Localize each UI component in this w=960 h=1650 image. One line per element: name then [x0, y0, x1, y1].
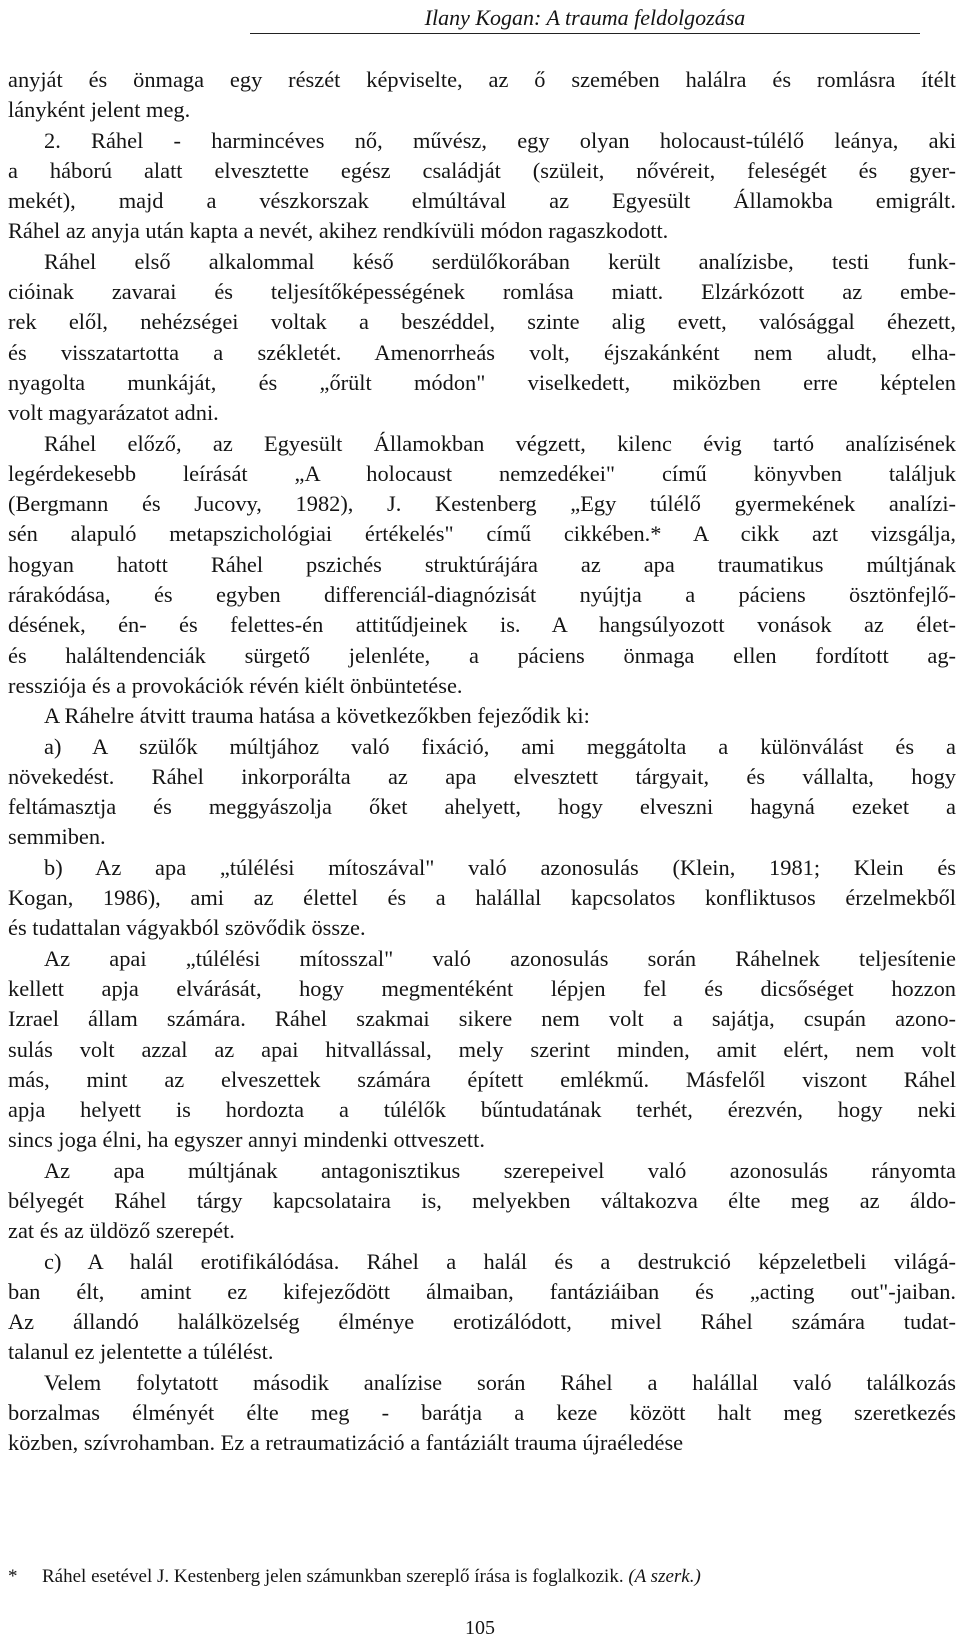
text-line: volt magyarázatot adni.: [8, 400, 219, 426]
text-line: Kogan, 1986), ami az élettel és a halállal kapcsolatos konfliktusos érzelmekből: [8, 885, 956, 911]
footnote-text: Ráhel esetével J. Kestenberg jelen számunkban szereplő írása is foglalkozik.: [42, 1566, 624, 1587]
text-line: közben, szívrohamban. Ez a retraumatizáció a fantáziált trauma újraéledése: [8, 1430, 684, 1456]
text-line: rek elől, nehézségei voltak a beszéddel, szinte alig evett, valósággal éhezett,: [8, 309, 956, 335]
text-line: semmiben.: [8, 824, 106, 850]
text-line: legérdekesebb leírását „A holocaust nemzedékei" című könyvben találjuk: [8, 460, 956, 486]
text-line: növekedést. Ráhel inkorporálta az apa elvesztett tárgyait, és vállalta, hogy: [8, 763, 956, 789]
text-line: más, mint az elveszettek számára épített emlékmű. Másfelől viszont Ráhel: [8, 1066, 956, 1092]
text-line: cióinak zavarai és teljesítőképességének romlása miatt. Elzárkózott az embe-: [8, 279, 956, 305]
text-line: Az apa múltjának antagonisztikus szerepeivel való azonosulás rányomta: [44, 1157, 956, 1183]
text-line: bélyegét Ráhel tárgy kapcsolataira is, melyekben váltakozva élte meg az áldo-: [8, 1187, 956, 1213]
running-header: Ilany Kogan: A trauma feldolgozása: [250, 4, 920, 34]
text-line: rárakódása, és egyben differenciál-diagnózisát nyújtja a páciens ösztönfejlő-: [8, 582, 956, 608]
text-line: Az állandó halálközelség élménye erotizálódott, mivel Ráhel számára tudat-: [8, 1309, 956, 1335]
text-line: b) Az apa „túlélési mítoszával" való azonosulás (Klein, 1981; Klein és: [44, 854, 956, 880]
text-line: ban élt, amint ez kifejeződött álmaiban, fantáziáiban és „acting out"-jaiban.: [8, 1278, 956, 1304]
text-line: ressziója és a provokációk révén kiélt önbüntetése.: [8, 672, 463, 698]
text-line: 2. Ráhel - harmincéves nő, művész, egy olyan holocaust-túlélő leánya, aki: [44, 127, 956, 153]
text-line: sulás volt azzal az apai hitvallással, mely szerint minden, amit elért, nem volt: [8, 1036, 956, 1062]
text-line: és visszatartotta a székletét. Amenorrheás volt, éjszakánként nem aludt, elha-: [8, 339, 956, 365]
text-line: borzalmas élményét élte meg - barátja a keze között halt meg szeretkezés: [8, 1400, 956, 1426]
text-line: talanul ez jelentette a túlélést.: [8, 1339, 274, 1365]
text-line: a háború alatt elvesztette egész családját (szüleit, nővéreit, feleségét és gyer-: [8, 157, 956, 183]
text-line: Ráhel első alkalommal késő serdülőkorában került analízisbe, testi funk-: [44, 248, 956, 274]
text-line: (Bergmann és Jucovy, 1982), J. Kestenberg „Egy túlélő gyermekének analízi-: [8, 491, 956, 517]
footnote-marker: *: [8, 1566, 18, 1587]
text-line: mekét), majd a vészkorszak elmúltával az Egyesült Államokba emigrált.: [8, 188, 956, 214]
text-line: A Ráhelre átvitt trauma hatása a következőkben fejeződik ki:: [44, 703, 590, 729]
text-line: kellett apja elvárását, hogy megmentéként lépjen fel és dicsőséget hozzon: [8, 975, 956, 1001]
text-line: feltámasztja és meggyászolja őket ahelyett, hogy elveszni hagyná ezeket a: [8, 794, 956, 820]
text-line: zat és az üldöző szerepét.: [8, 1218, 235, 1244]
text-line: sén alapuló metapszichológiai értékelés" című cikkében.* A cikk azt vizsgálja,: [8, 521, 956, 547]
text-line: nyagolta munkáját, és „őrült módon" viselkedett, miközben erre képtelen: [8, 369, 956, 395]
text-line: hogyan hatott Ráhel pszichés struktúrájára az apa traumatikus múltjának: [8, 551, 956, 577]
text-line: Velem folytatott második analízise során Ráhel a halállal való találkozás: [44, 1369, 956, 1395]
footnote: [8, 1564, 956, 1590]
text-line: lányként jelent meg.: [8, 97, 191, 123]
page-number: 105: [465, 1617, 495, 1639]
text-line: a) A szülők múltjához való fixáció, ami meggátolta a különválást és a: [44, 733, 956, 759]
body-text: [8, 65, 956, 1459]
text-line: c) A halál erotifikálódása. Ráhel a halál és a destrukció képzeletbeli világá-: [44, 1248, 956, 1274]
text-line: Ráhel előző, az Egyesült Államokban végzett, kilenc évig tartó analízisének: [44, 430, 956, 456]
text-line: désének, én- és felettes-én attitűdjeinek is. A hangsúlyozott vonások az élet-: [8, 612, 956, 638]
text-line: és haláltendenciák sürgető jelenléte, a páciens önmaga ellen fordított ag-: [8, 642, 956, 668]
text-line: sincs joga élni, ha egyszer annyi mindenki ottveszett.: [8, 1127, 485, 1153]
text-line: anyját és önmaga egy részét képviselte, az ő szemében halálra és romlásra ítélt: [8, 67, 956, 92]
text-line: Az apai „túlélési mítosszal" való azonosulás során Ráhelnek teljesítenie: [44, 945, 956, 971]
footnote-source: (A szerk.): [628, 1566, 701, 1587]
text-line: apja helyett is hordozta a túlélők bűntudatának terhét, érezvén, hogy neki: [8, 1097, 956, 1123]
text-line: Izrael állam számára. Ráhel szakmai sikere nem volt a sajátja, csupán azono-: [8, 1006, 956, 1032]
text-line: és tudattalan vágyakból szövődik össze.: [8, 915, 366, 941]
text-line: Ráhel az anyja után kapta a nevét, akihez rendkívüli módon ragaszkodott.: [8, 218, 669, 244]
